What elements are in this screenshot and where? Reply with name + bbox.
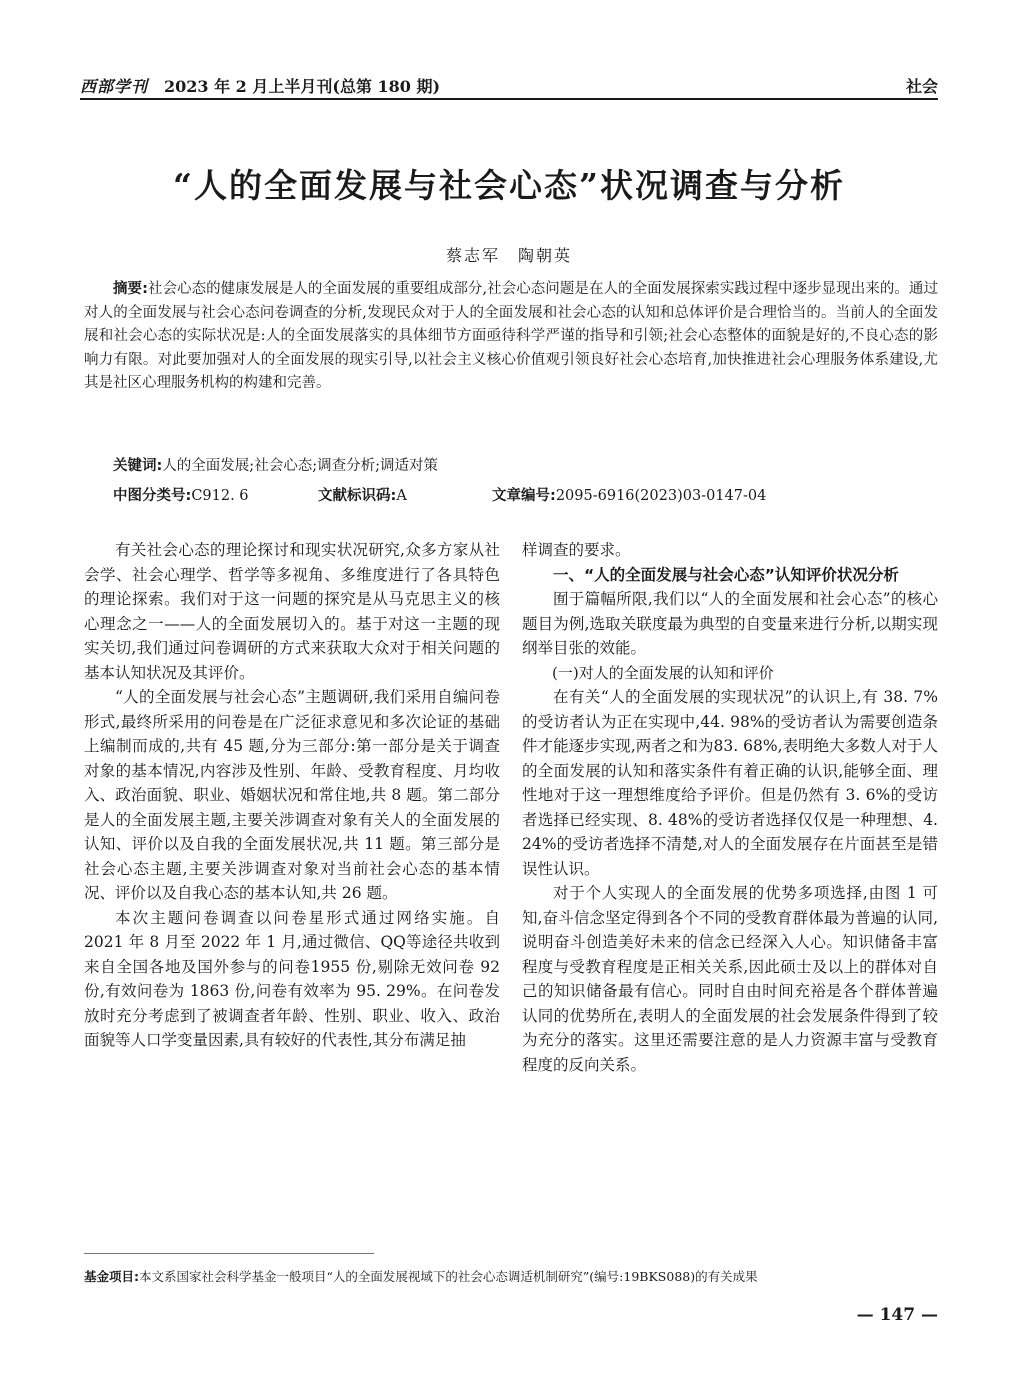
article-no-value: 2095-6916(2023)03-0147-04 xyxy=(555,488,767,504)
body-paragraph: 囿于篇幅所限,我们以“人的全面发展和社会心态”的核心题目为例,选取关联度最为典型的自变量来进行分析,以期实现纲举目张的效能。 xyxy=(522,590,938,657)
article-title: “人的全面发展与社会心态”状况调查与分析 xyxy=(173,166,845,205)
right-column xyxy=(522,538,938,1077)
left-column xyxy=(84,538,500,1053)
clc-value: C912. 6 xyxy=(191,488,249,504)
header-rule xyxy=(80,98,938,100)
body-paragraph: “人的全面发展与社会心态”主题调研,我们采用自编问卷形式,最终所采用的问卷是在广泛征求意见和多次论证的基础上编制而成的,共有 45 题,分为三部分:第一部分是关于调查对象的基本情况,内容涉及性别、年龄、受教育程度、月均收入、政治面貌、职业、婚姻状况和常住地,共 8 题。第二部分是人的全面发展主题,主要关涉调查对象有关人的全面发展的认知、评价以及自我的全面发展状况,共 11 题。第三部分是社会心态主题,主要关涉调查对象对当前社会心态的基本情况、评价以及自我心态的基本认知,共 26 题。 xyxy=(84,688,500,902)
journal-logo: 西部学刊 xyxy=(80,77,149,96)
footnote-rule xyxy=(84,1253,374,1254)
section-label: 社会 xyxy=(905,77,938,96)
doc-code-label: 文献标识码: xyxy=(318,488,397,504)
issue-info: 2023 年 2 月上半月刊(总第 180 期) xyxy=(164,77,441,96)
footnote-label: 基金项目: xyxy=(84,1269,139,1284)
body-paragraph: 在有关“人的全面发展的实现状况”的认识上,有 38. 7%的受访者认为正在实现中,44. 98%的受访者认为需要创造条件才能逐步实现,两者之和为83. 68%,表明绝大多数人对于人的全面发展的认知和落实条件有着正确的认识,能够全面、理性地对于这一理想维度给予评价。但是仍然有 3. 6%的受访者选择已经实现、8. 48%的受访者选择仅仅是一种理想、4. 24%的受访者选择不清楚,对人的全面发展存在片面甚至是错误性认识。 xyxy=(522,688,938,878)
section-heading: 一、“人的全面发展与社会心态”认知评价状况分析 xyxy=(553,565,899,584)
article-no-label: 文章编号: xyxy=(492,488,556,504)
body-paragraph: 对于个人实现人的全面发展的优势多项选择,由图 1 可知,奋斗信念坚定得到各个不同的受教育群体最为普遍的认同,说明奋斗创造美好未来的信念已经深入人心。知识储备丰富程度与受教育程度是正相关关系,因此硕士及以上的群体对自己的知识储备最有信心。同时自由时间充裕是各个群体普遍认同的优势所在,表明人的全面发展的社会发展条件得到了较为充分的落实。这里还需要注意的是人力资源丰富与受教育程度的反向关系。 xyxy=(522,884,938,1074)
body-paragraph-continued: 样调查的要求。 xyxy=(522,541,631,559)
running-header xyxy=(80,72,938,96)
subsection-heading: (一)对人的全面发展的认知和评价 xyxy=(552,663,774,682)
body-paragraph: 有关社会心态的理论探讨和现实状况研究,众多方家从社会学、社会心理学、哲学等多视角、多维度进行了各具特色的理论探索。我们对于这一问题的探究是从马克思主义的核心理念之一——人的全面发展切入的。基于对这一主题的现实关切,我们通过问卷调研的方式来获取大众对于相关问题的基本认知状况及其评价。 xyxy=(84,541,500,682)
page-number: — 147 — xyxy=(856,1305,938,1325)
abstract-label: 摘要: xyxy=(113,281,148,297)
classification-line xyxy=(84,485,967,508)
article-authors: 蔡志军 陶朝英 xyxy=(445,246,572,265)
keywords-label: 关键词: xyxy=(113,458,163,474)
funding-footnote xyxy=(84,1268,938,1286)
abstract xyxy=(84,278,938,396)
keywords xyxy=(84,455,938,478)
clc-label: 中图分类号: xyxy=(113,488,192,504)
body-paragraph: 本次主题问卷调查以问卷星形式通过网络实施。自 2021 年 8 月至 2022 年 1 月,通过微信、QQ等途径共收到来自全国各地及国外参与的问卷1955 份,剔除无效问卷 92 份,有效问卷为 1863 份,问卷有效率为 95. 29%。在问卷发放时充分考虑到了被调查者年龄、性别、职业、收入、政治面貌等人口学变量因素,具有较好的代表性,其分布满足抽 xyxy=(84,908,500,1049)
abstract-text: 社会心态的健康发展是人的全面发展的重要组成部分,社会心态问题是在人的全面发展探索实践过程中逐步显现出来的。通过对人的全面发展与社会心态问卷调查的分析,发现民众对于人的全面发展和社会心态的认知和总体评价是合理恰当的。当前人的全面发展和社会心态的实际状况是:人的全面发展落实的具体细节方面亟待科学严谨的指导和引领;社会心态整体的面貌是好的,不良心态的影响力有限。对此要加强对人的全面发展的现实引导,以社会主义核心价值观引领良好社会心态培育,加快推进社会心理服务体系建设,尤其是社区心理服务机构的构建和完善。 xyxy=(84,281,938,391)
doc-code-value: A xyxy=(396,488,407,504)
keywords-text: 人的全面发展;社会心态;调查分析;调适对策 xyxy=(162,458,438,474)
footnote-text: 本文系国家社会科学基金一般项目“人的全面发展视域下的社会心态调适机制研究”(编号:19BKS088)的有关成果 xyxy=(139,1269,758,1284)
